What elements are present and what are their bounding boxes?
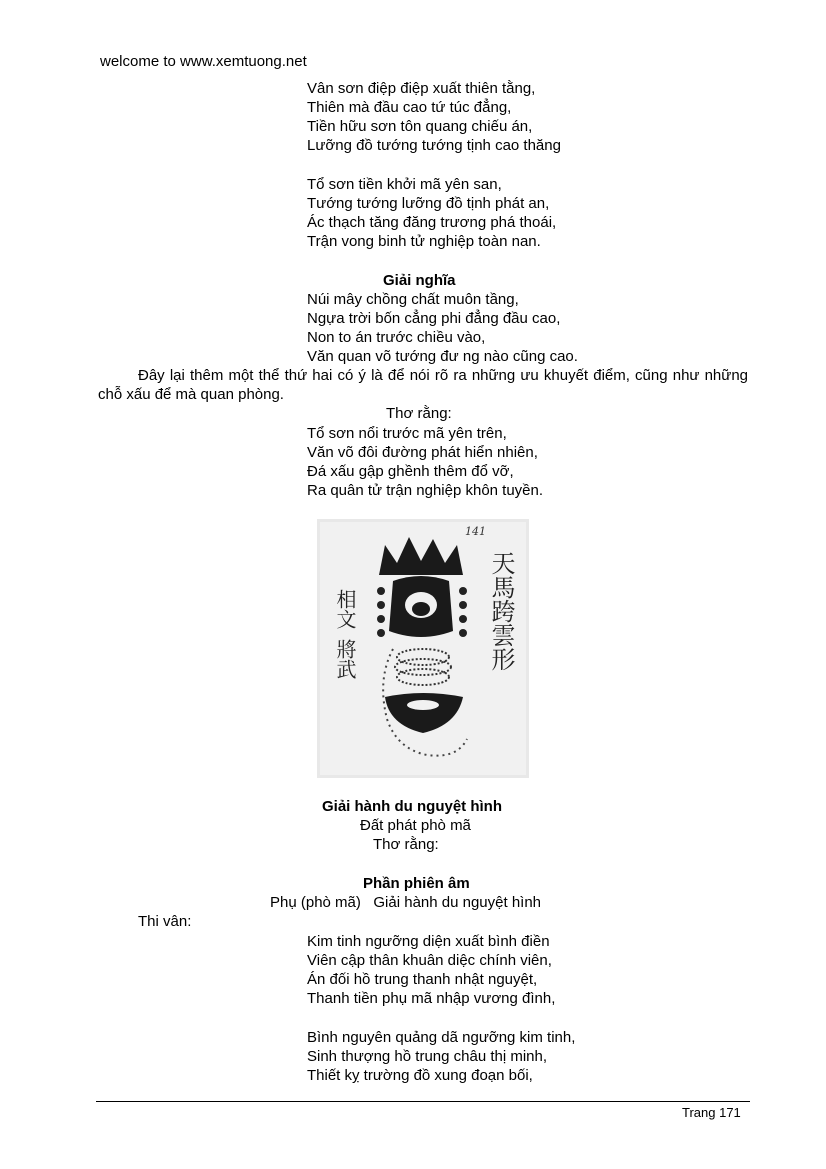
poem-line: Tiền hữu sơn tôn quang chiếu án, — [307, 118, 533, 135]
poem-line: Kim tinh ngưỡng diện xuất bình điền — [307, 933, 550, 950]
poem-line: Thiết kỵ trường đồ xung đoạn bối, — [307, 1067, 533, 1084]
poem-line: Ra quân tử trận nghiệp khôn tuyền. — [307, 482, 544, 499]
explanation-paragraph: Đây lại thêm một thể thứ hai có ý là để nói rõ ra những ưu khuyết điểm, cũng như những chỗ xấu để mà quan phòng. — [98, 367, 748, 403]
poem-line: Tướng tướng lưỡng đồ tịnh phát an, — [307, 195, 550, 212]
left-calligraphy-col1: 相文 — [333, 589, 357, 629]
poem-line: Ngựa trời bốn cẳng phi đẳng đầu cao, — [307, 310, 561, 327]
giai-nghia-poem — [307, 290, 578, 366]
poem1-stanza2 — [307, 175, 556, 251]
poem-line: Văn võ đôi đường phát hiển nhiên, — [307, 444, 538, 461]
poem1-stanza1 — [307, 79, 561, 155]
poem-line: Ác thạch tăng đăng trương phá thoái, — [307, 214, 557, 231]
phien-am-title: Phần phiên âm — [363, 875, 470, 892]
right-calligraphy: 天馬跨雲形 — [487, 551, 515, 671]
poem-line: Bình nguyên quảng dã ngưỡng kim tinh, — [307, 1029, 576, 1046]
horse-cloud-illustration — [317, 519, 529, 778]
poem2 — [307, 424, 543, 500]
page-number: Trang 171 — [682, 1105, 741, 1120]
poem-line: Tổ sơn nổi trước mã yên trên, — [307, 425, 507, 442]
poem-line: Vân sơn điệp điệp xuất thiên tằng, — [307, 80, 536, 97]
poem-line: Sinh thượng hồ trung châu thị minh, — [307, 1048, 548, 1065]
figure-page-number: 141 — [465, 525, 486, 538]
poem-line: Lưỡng đồ tướng tướng tịnh cao thăng — [307, 137, 561, 154]
section2-title: Giải hành du nguyệt hình — [322, 798, 502, 815]
section2-tho-rang: Thơ rằng: — [373, 836, 439, 853]
giai-nghia-title: Giải nghĩa — [383, 272, 456, 289]
section2-subtitle: Đất phát phò mã — [360, 817, 471, 834]
poem-line: Non to án trước chiều vào, — [307, 329, 486, 346]
poem-line: Án đối hồ trung thanh nhật nguyệt, — [307, 971, 538, 988]
site-header: welcome to www.xemtuong.net — [100, 53, 307, 70]
poem-line: Tổ sơn tiền khởi mã yên san, — [307, 176, 502, 193]
tho-rang-label: Thơ rằng: — [386, 405, 452, 422]
poem-line: Viên cập thân khuân diệc chính viên, — [307, 952, 552, 969]
poem-line: Núi mây chồng chất muôn tầng, — [307, 291, 519, 308]
cloud-base-opening — [407, 700, 439, 710]
phien-am-stanza2 — [307, 1028, 575, 1085]
left-calligraphy-col2: 將武 — [333, 639, 357, 679]
phien-am-stanza1 — [307, 932, 555, 1008]
poem-line: Văn quan võ tướng đư ng nào cũng cao. — [307, 348, 578, 365]
poem-line: Thiên mà đầu cao tứ túc đẳng, — [307, 99, 512, 116]
poem-line: Thanh tiền phụ mã nhập vương đình, — [307, 990, 556, 1007]
poem-line: Trận vong binh tử nghiệp toàn nan. — [307, 233, 541, 250]
footer-divider — [96, 1101, 750, 1102]
mouth-shape — [412, 602, 430, 616]
poem-line: Đá xấu gập ghềnh thêm đổ vỡ, — [307, 463, 514, 480]
phien-am-subtitle: Phụ (phò mã) Giải hành du nguyệt hình — [270, 894, 542, 911]
thi-van-label: Thi vân: — [138, 913, 192, 930]
